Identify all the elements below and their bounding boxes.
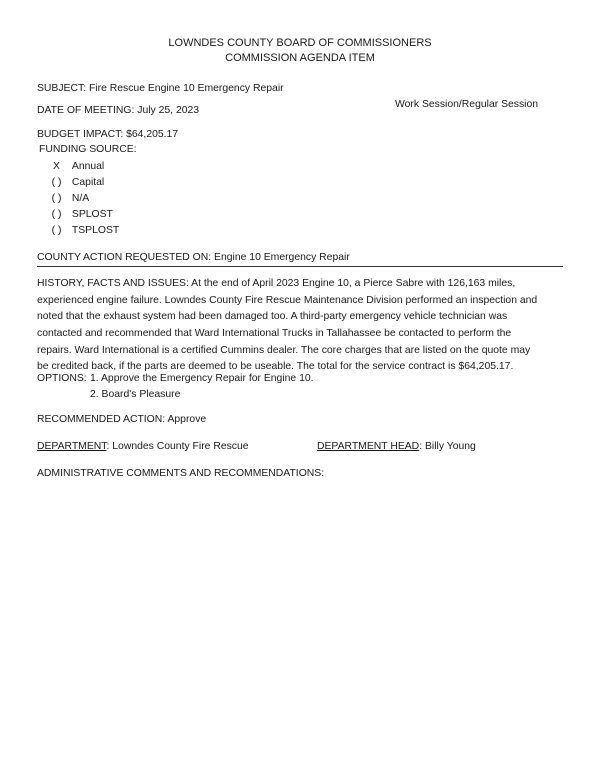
funding-option-capital [44, 176, 104, 189]
funding-source-label: FUNDING SOURCE: [39, 144, 137, 155]
funding-option-label: N/A [71, 193, 90, 204]
subject: SUBJECT: Fire Rescue Engine 10 Emergency Repair [37, 83, 284, 94]
funding-option-splost [44, 208, 113, 221]
checkbox-mark: ( ) [51, 177, 62, 188]
section-divider [37, 266, 563, 267]
date-of-meeting: DATE OF MEETING: July 25, 2023 [37, 105, 200, 116]
recommended-action: RECOMMENDED ACTION: Approve [37, 414, 207, 425]
session-type: Work Session/Regular Session [395, 99, 539, 110]
funding-option-label: Annual [71, 161, 105, 172]
department-label: DEPARTMENT [37, 441, 107, 452]
checkbox-mark: X [53, 161, 60, 172]
checkbox-mark: ( ) [51, 193, 62, 204]
option-2: 2. Board's Pleasure [90, 389, 181, 400]
county-action-requested: COUNTY ACTION REQUESTED ON: Engine 10 Emergency Repair [37, 252, 350, 263]
board-title: LOWNDES COUNTY BOARD OF COMMISSIONERS [168, 37, 432, 49]
budget-impact: BUDGET IMPACT: $64,205.17 [37, 129, 179, 140]
agenda-item-title: COMMISSION AGENDA ITEM [225, 52, 375, 64]
option-1: 1. Approve the Emergency Repair for Engine 10. [90, 373, 314, 384]
history-line: noted that the exhaust system had been damaged too. A third-party emergency vehicle technician was [37, 311, 508, 322]
department-head [317, 440, 476, 453]
funding-option-label: Capital [71, 177, 105, 188]
history-line: experienced engine failure. Lowndes County Fire Rescue Maintenance Division performed an inspection and [37, 295, 538, 306]
department-value: : Lowndes County Fire Rescue [106, 441, 249, 452]
funding-option-na [44, 192, 89, 205]
history-line: be credited back, if the parts are deemed to be useable. The total for the service contract is $64,205.17. [37, 361, 514, 372]
options-label: OPTIONS: [37, 373, 87, 384]
checkbox-mark: ( ) [51, 225, 62, 236]
history-line: repairs. Ward International is a certified Cummins dealer. The core charges that are listed on the quote may [37, 345, 531, 356]
history-line: contacted and recommended that Ward International Trucks in Tallahassee be contacted to perform the [37, 328, 512, 339]
checkbox-mark: ( ) [51, 209, 62, 220]
history-line: HISTORY, FACTS AND ISSUES: At the end of April 2023 Engine 10, a Pierce Sabre with 126,163 miles, [37, 278, 516, 289]
funding-option-tsplost [44, 224, 119, 237]
department [37, 440, 249, 453]
administrative-comments: ADMINISTRATIVE COMMENTS AND RECOMMENDATIONS: [37, 468, 325, 479]
funding-option-annual [44, 160, 104, 173]
department-head-label: DEPARTMENT HEAD [317, 441, 420, 452]
funding-option-label: TSPLOST [71, 225, 120, 236]
department-head-value: : Billy Young [419, 441, 476, 452]
funding-option-label: SPLOST [71, 209, 113, 220]
